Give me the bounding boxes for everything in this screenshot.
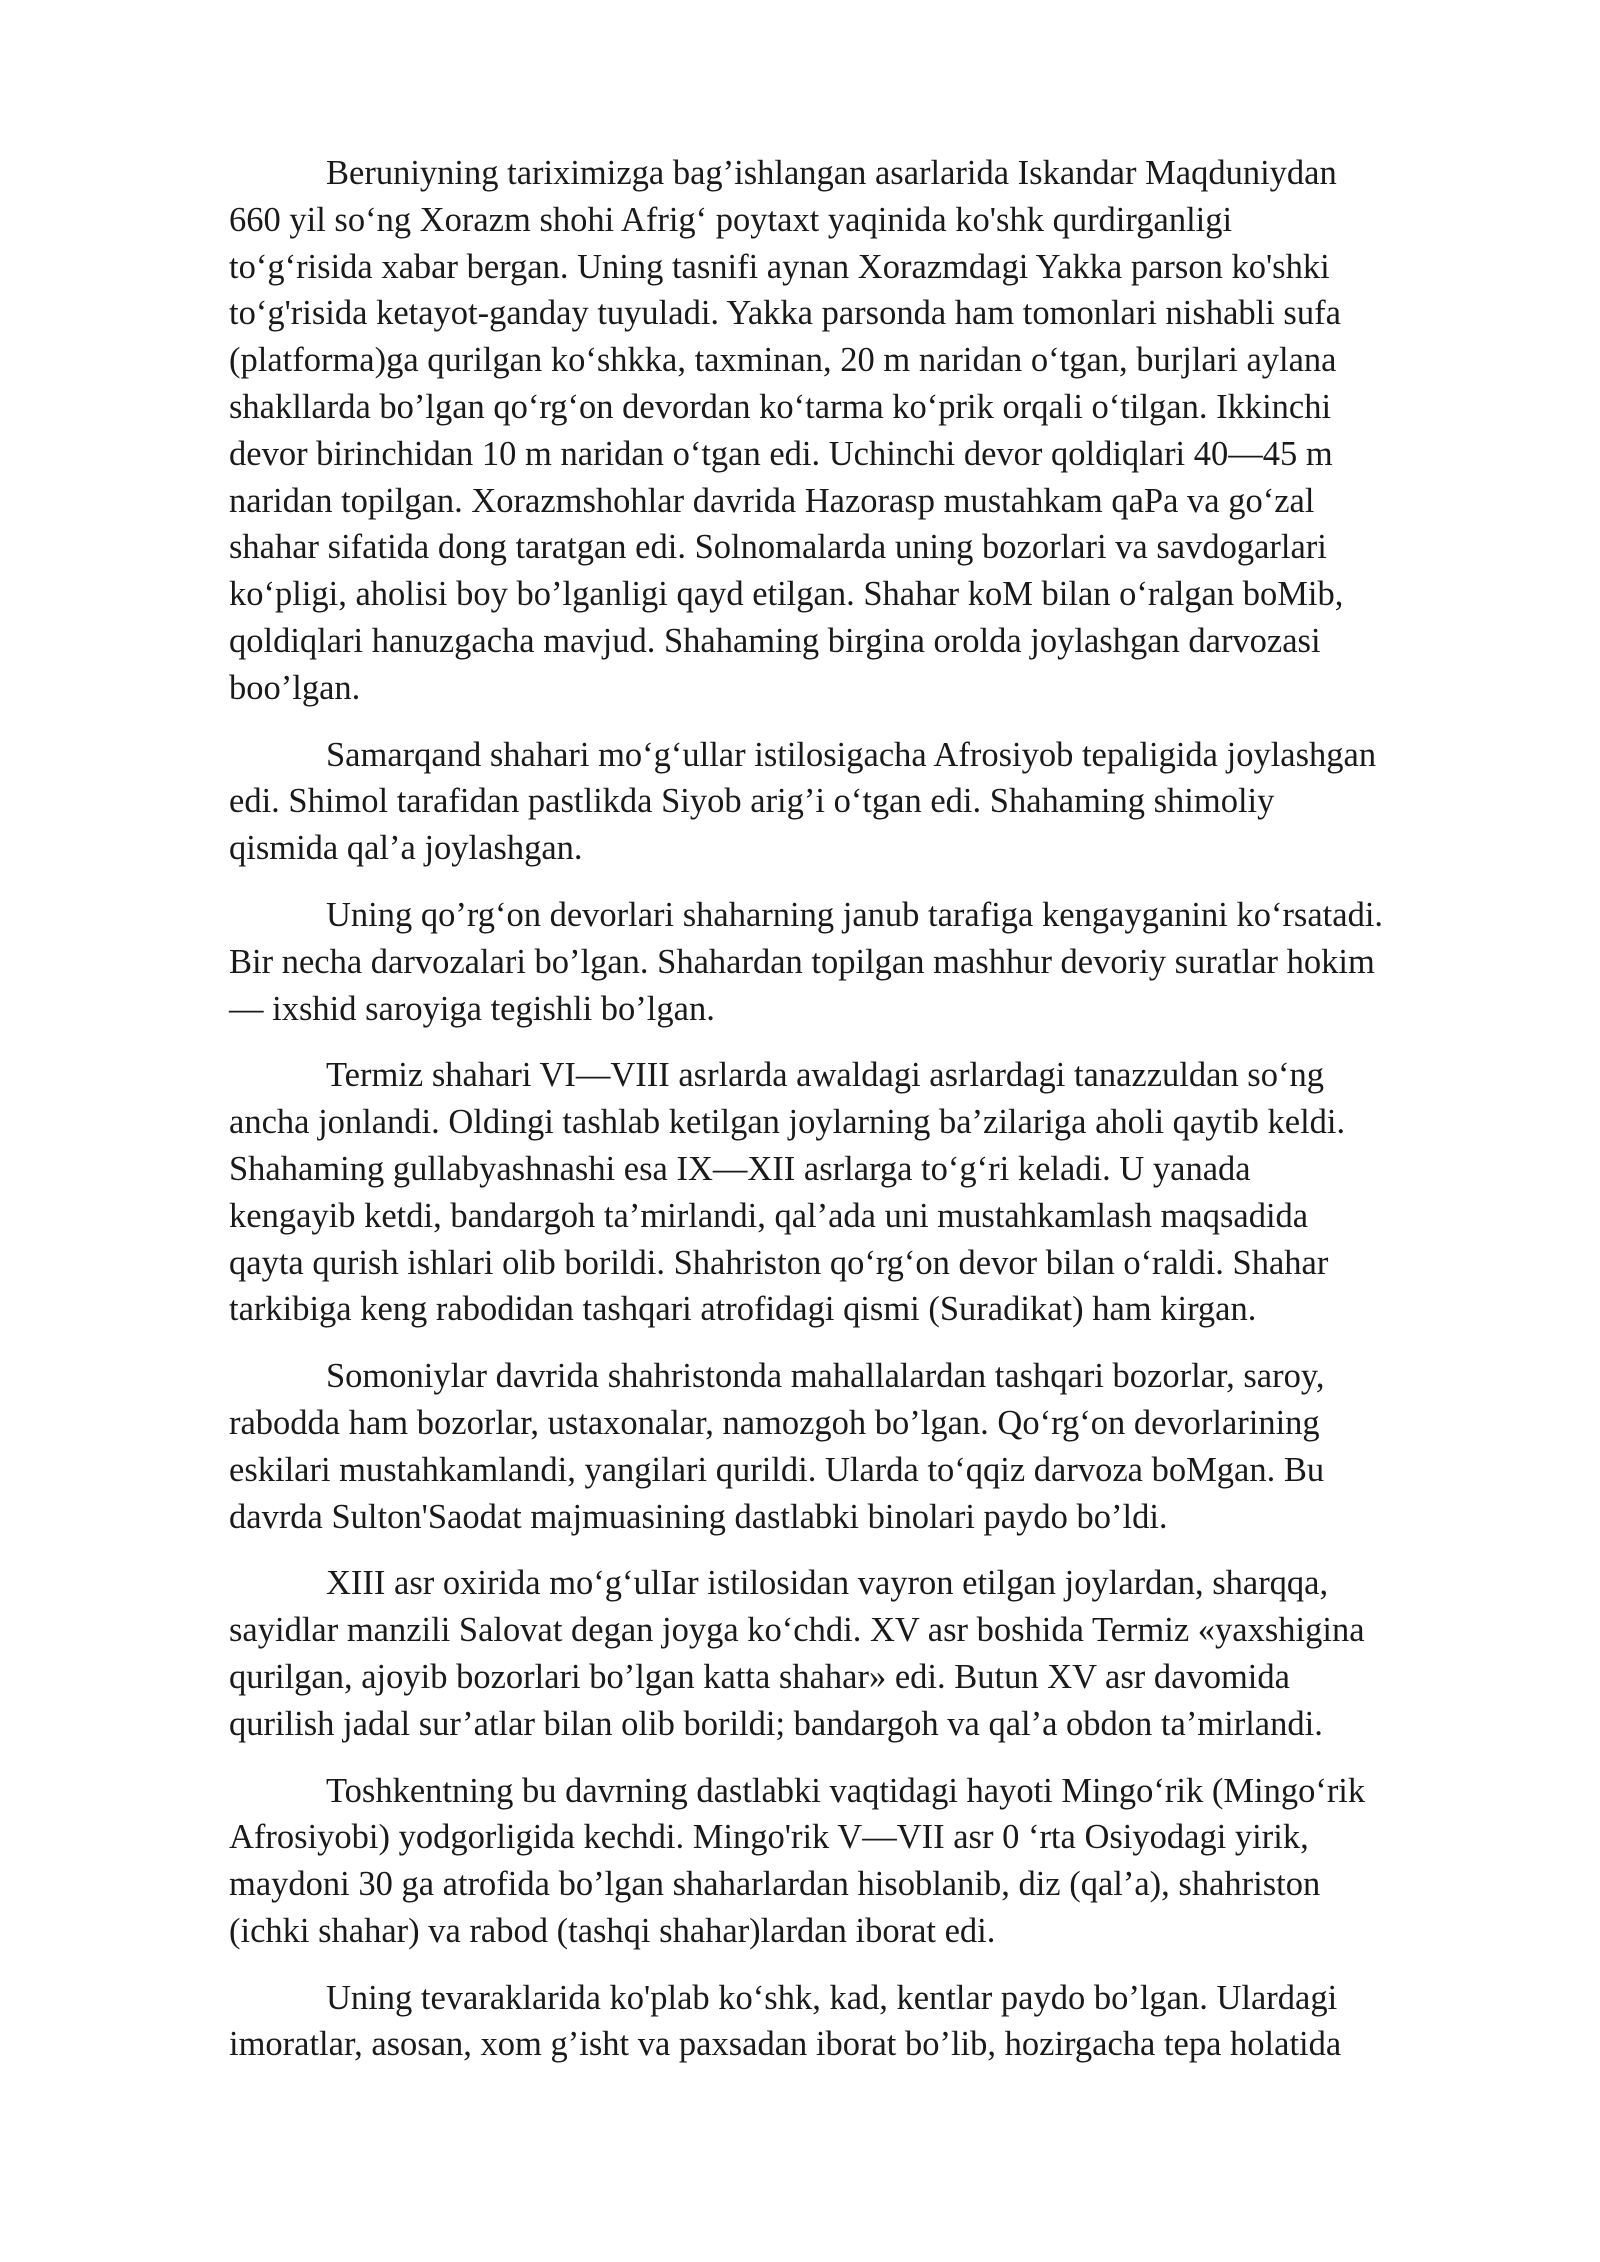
text-line: rabodda ham bozorlar, ustaxonalar, namozgoh bo’lgan. Qo‘rg‘on devorlarining [229, 1403, 1320, 1442]
text-line: qurilish jadal sur’atlar bilan olib borildi; bandargoh va qal’a obdon ta’mirlandi. [229, 1704, 1323, 1743]
paragraph [229, 732, 1491, 872]
text-line: to‘g‘risida xabar bergan. Uning tasnifi aynan Xorazmdagi Yakka parson ko'shki [229, 247, 1330, 286]
paragraph [229, 1975, 1491, 2069]
text-line: Uning qo’rg‘on devorlari shaharning janub tarafiga kengayganini ko‘rsatadi. [326, 895, 1384, 934]
text-line: sayidlar manzili Salovat degan joyga ko‘chdi. XV asr boshida Termiz «yaxshigina [229, 1611, 1365, 1650]
text-line: Beruniyning tariximizga bag’ishlangan asarlarida Iskandar Maqduniydan [326, 154, 1337, 192]
text-line: maydoni 30 ga atrofida bo’lgan shaharlardan hisoblanib, diz (qal’a), shahriston [229, 1865, 1321, 1904]
paragraph [229, 1560, 1491, 1747]
paragraph [229, 892, 1491, 1032]
paragraph [229, 150, 1491, 712]
text-line: XIII asr oxirida mo‘g‘ulIar istilosidan vayron etilgan joylardan, sharqqa, [326, 1564, 1329, 1603]
text-line: edi. Shimol tarafidan pastlikda Siyob arig’i o‘tgan edi. Shahaming shimoliy [229, 782, 1275, 821]
text-line: shahar sifatida dong taratgan edi. Solnomalarda uning bozorlari va savdogarlari [229, 528, 1327, 567]
document-body [229, 150, 1491, 2088]
text-line: boo’lgan. [229, 668, 361, 707]
text-line: imoratlar, asosan, xom g’isht va paxsadan iborat bo’lib, hozirgacha tepa holatida [229, 2025, 1342, 2064]
text-line: ancha jonlandi. Oldingi tashlab ketilgan joylarning ba’zilariga aholi qaytib keldi. [229, 1103, 1346, 1142]
text-line: Bir necha darvozalari bo’lgan. Shahardan topilgan mashhur devoriy suratlar hokim [229, 942, 1375, 981]
text-line: — ixshid saroyiga tegishli bo’lgan. [229, 989, 715, 1028]
paragraph [229, 1353, 1491, 1540]
text-line: Shahaming gullabyashnashi esa IX—XII asrlarga to‘g‘ri keladi. U yanada [229, 1149, 1251, 1188]
text-line: kengayib ketdi, bandargoh ta’mirlandi, qal’ada uni mustahkamlash maqsadida [229, 1196, 1309, 1235]
text-line: Somoniylar davrida shahristonda mahallalardan tashqari bozorlar, saroy, [326, 1357, 1325, 1396]
text-line: (platforma)ga qurilgan ko‘shkka, taxminan, 20 m naridan o‘tgan, burjlari aylana [229, 341, 1337, 380]
text-line: shakllarda bo’lgan qo‘rg‘on devordan ko‘tarma ko‘prik orqali o‘tilgan. Ikkinchi [229, 387, 1332, 426]
paragraph [229, 1768, 1491, 1955]
text-line: Samarqand shahari mo‘g‘ullar istilosigacha Afrosiyob tepaligida joylashgan [326, 735, 1377, 774]
text-line: (ichki shahar) va rabod (tashqi shahar)lardan iborat edi. [229, 1911, 996, 1950]
text-line: eskilari mustahkamlandi, yangilari qurildi. Ularda to‘qqiz darvoza boMgan. Bu [229, 1450, 1325, 1489]
text-line: Termiz shahari VI—VIII asrlarda awaldagi asrlardagi tanazzuldan so‘ng [326, 1056, 1324, 1095]
text-line: Afrosiyobi) yodgorligida kechdi. Mingo'rik V—VII asr 0 ‘rta Osiyodagi yirik, [229, 1818, 1309, 1857]
text-line: ko‘pligi, aholisi boy bo’lganligi qayd etilgan. Shahar koM bilan o‘ralgan boMib, [229, 575, 1344, 614]
text-line: to‘g'risida ketayot-ganday tuyuladi. Yakka parsonda ham tomonlari nishabli sufa [229, 294, 1341, 333]
text-line: Uning tevaraklarida ko'plab ko‘shk, kad, kentlar paydo bo’lgan. Ulardagi [326, 1978, 1338, 2017]
text-line: davrda Sulton'Saodat majmuasining dastlabki binolari paydo bo’ldi. [229, 1497, 1168, 1536]
text-line: qurilgan, ajoyib bozorlari bo’lgan katta shahar» edi. Butun XV asr davomida [229, 1657, 1290, 1696]
text-line: Toshkentning bu davrning dastlabki vaqtidagi hayoti Mingo‘rik (Mingo‘rik [326, 1771, 1366, 1810]
text-line: devor birinchidan 10 m naridan o‘tgan edi. Uchinchi devor qoldiqlari 40—45 m [229, 434, 1333, 473]
text-line: tarkibiga keng rabodidan tashqari atrofidagi qismi (Suradikat) ham kirgan. [229, 1290, 1257, 1329]
text-line: qayta qurish ishlari olib borildi. Shahriston qo‘rg‘on devor bilan o‘raldi. Shahar [229, 1243, 1329, 1282]
text-line: qoldiqlari hanuzgacha mavjud. Shahaming birgina orolda joylashgan darvozasi [229, 621, 1321, 660]
text-line: qismida qal’a joylashgan. [229, 829, 583, 868]
text-line: naridan topilgan. Xorazmshohlar davrida Hazorasp mustahkam qaPa va go‘zal [229, 481, 1315, 520]
paragraph [229, 1052, 1491, 1333]
text-line: 660 yil so‘ng Xorazm shohi Afrig‘ poytaxt yaqinida ko'shk qurdirganligi [229, 200, 1233, 239]
